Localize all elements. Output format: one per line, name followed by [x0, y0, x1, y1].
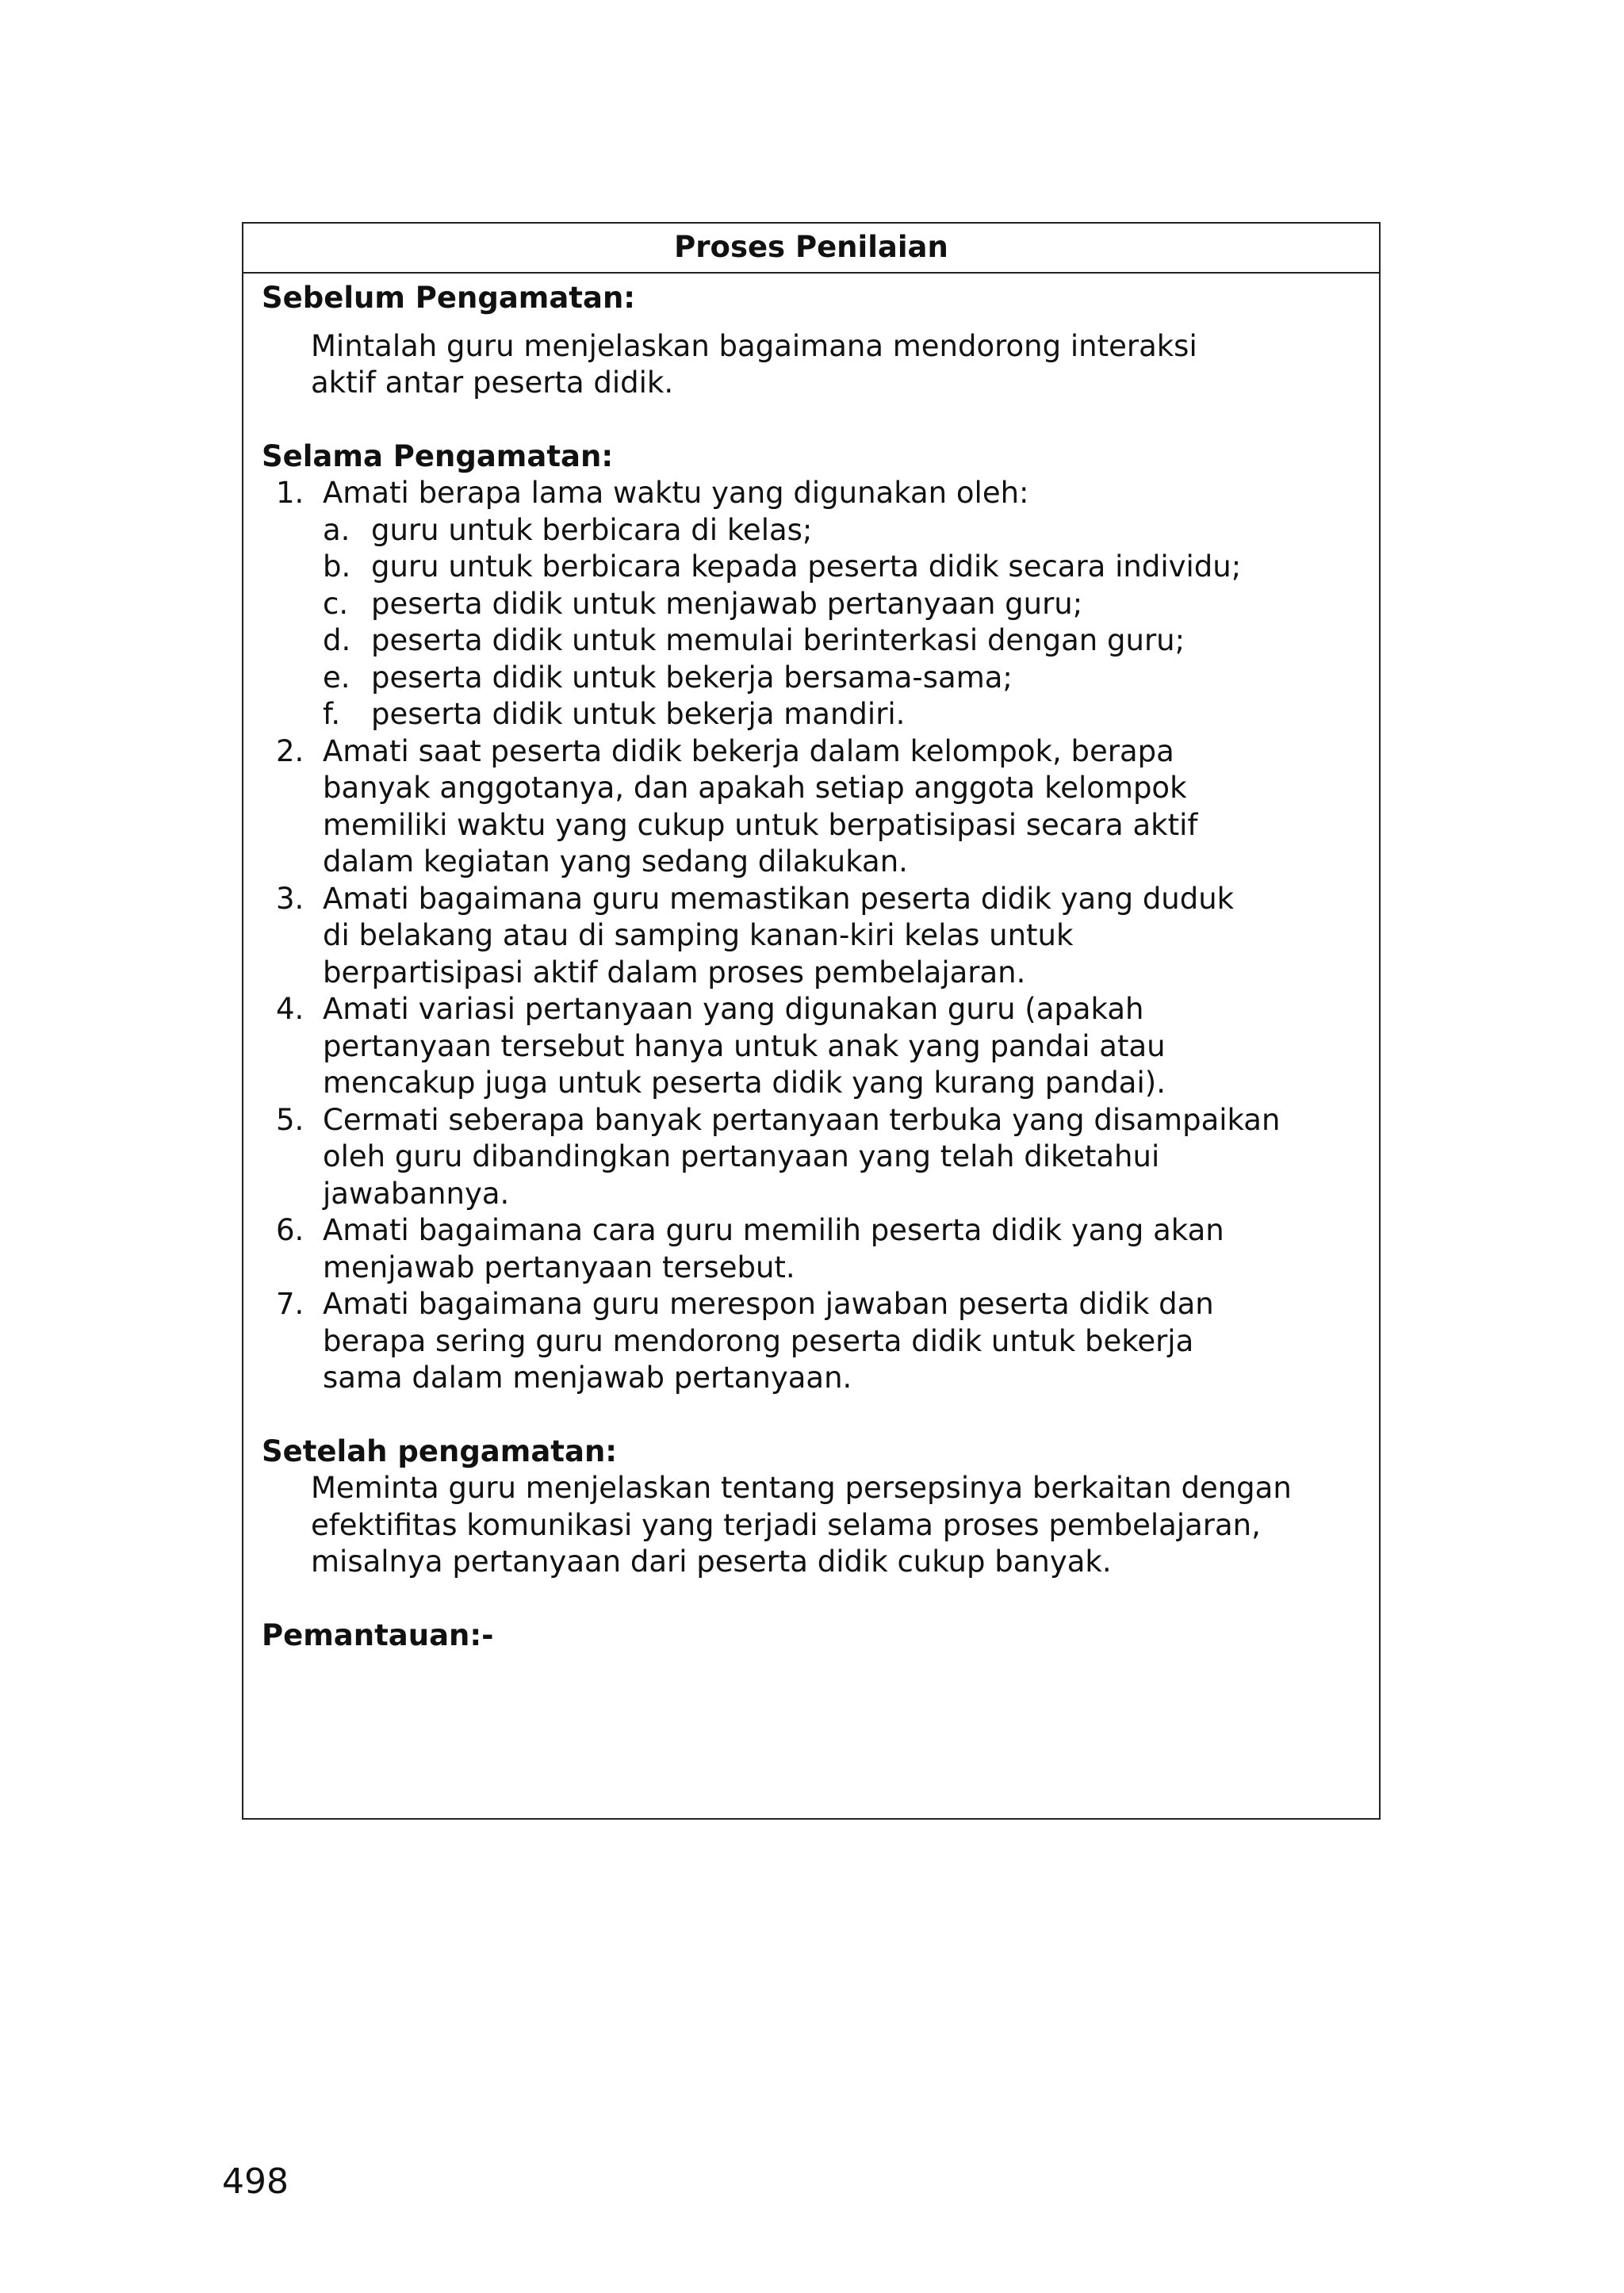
list-item	[262, 475, 1363, 733]
sub-list-item	[323, 696, 1363, 733]
sub-list-marker: b.	[323, 549, 351, 584]
after-observation-text: Meminta guru menjelaskan tentang persepsinya berkaitan dengan efektifitas komunikasi yang terjadi selama proses pembelajaran, misalnya pertanyaan dari peserta didik cukup banyak.	[311, 1471, 1292, 1579]
list-number: 6.	[276, 1213, 304, 1247]
list-number: 5.	[276, 1102, 304, 1137]
after-observation-title: Setelah pengamatan:	[262, 1434, 618, 1468]
sub-list-item-text: guru untuk berbicara di kelas;	[371, 512, 813, 547]
list-item	[262, 881, 1363, 992]
list-item	[262, 991, 1363, 1102]
list-number: 4.	[276, 992, 304, 1026]
list-item	[262, 1212, 1363, 1286]
list-item-text: Amati variasi pertanyaan yang digunakan guru (apakah pertanyaan tersebut hanya untuk anak yang pandai atau mencakup juga untuk peserta didik yang kurang pandai).	[323, 992, 1166, 1100]
during-observation-title: Selama Pengamatan:	[262, 438, 614, 473]
list-item-text: Amati berapa lama waktu yang digunakan oleh:	[323, 476, 1029, 510]
box-header: Proses Penilaian	[243, 224, 1379, 274]
during-observation-list	[262, 475, 1363, 1397]
list-number: 3.	[276, 881, 304, 916]
list-number: 2.	[276, 733, 304, 768]
list-item-text: Amati bagaimana guru memastikan peserta didik yang duduk di belakang atau di samping kanan-kiri kelas untuk berpartisipasi aktif dalam proses pembelajaran.	[323, 881, 1235, 990]
monitoring-title: Pemantauan:-	[262, 1617, 494, 1652]
list-item-text: Amati saat peserta didik bekerja dalam kelompok, berapa banyak anggotanya, dan apakah setiap anggota kelompok memiliki waktu yang cukup untuk berpatisipasi secara aktif dalam kegiatan yang sedang dilakukan.	[323, 733, 1198, 879]
sub-list-item	[323, 512, 1363, 549]
sub-list-marker: d.	[323, 623, 351, 657]
before-observation-text: Mintalah guru menjelaskan bagaimana mendorong interaksi aktif antar peserta didik.	[311, 328, 1197, 400]
sub-list-item	[323, 622, 1363, 660]
list-item-text: Amati bagaimana guru merespon jawaban peserta didik dan berapa sering guru mendorong peserta didik untuk bekerja sama dalam menjawab pertanyaan.	[323, 1287, 1214, 1395]
sub-list-item	[323, 586, 1363, 623]
sub-list	[323, 512, 1363, 733]
assessment-process-box	[242, 222, 1381, 1820]
sub-list-item-text: peserta didik untuk menjawab pertanyaan guru;	[371, 586, 1083, 621]
sub-list-marker: f.	[323, 697, 341, 731]
sub-list-item-text: guru untuk berbicara kepada peserta didik secara individu;	[371, 549, 1242, 584]
before-observation-title: Sebelum Pengamatan:	[262, 281, 636, 315]
sub-list-item	[323, 549, 1363, 586]
page-number: 498	[222, 2161, 289, 2202]
list-number: 7.	[276, 1287, 304, 1321]
list-number: 1.	[276, 476, 304, 510]
sub-list-marker: e.	[323, 660, 350, 695]
sub-list-item-text: peserta didik untuk bekerja bersama-sama;	[371, 660, 1013, 695]
sub-list-marker: c.	[323, 586, 349, 621]
list-item	[262, 733, 1363, 881]
box-content	[243, 274, 1379, 1654]
list-item-text: Amati bagaimana cara guru memilih peserta didik yang akan menjawab pertanyaan tersebut.	[323, 1213, 1224, 1284]
list-item	[262, 1286, 1363, 1397]
sub-list-item-text: peserta didik untuk memulai berinterkasi dengan guru;	[371, 623, 1185, 657]
list-item	[262, 1102, 1363, 1213]
list-item-text: Cermati seberapa banyak pertanyaan terbuka yang disampaikan oleh guru dibandingkan pertanyaan yang telah diketahui jawabannya.	[323, 1102, 1281, 1211]
sub-list-item	[323, 660, 1363, 697]
sub-list-item-text: peserta didik untuk bekerja mandiri.	[371, 697, 906, 731]
sub-list-marker: a.	[323, 512, 350, 547]
